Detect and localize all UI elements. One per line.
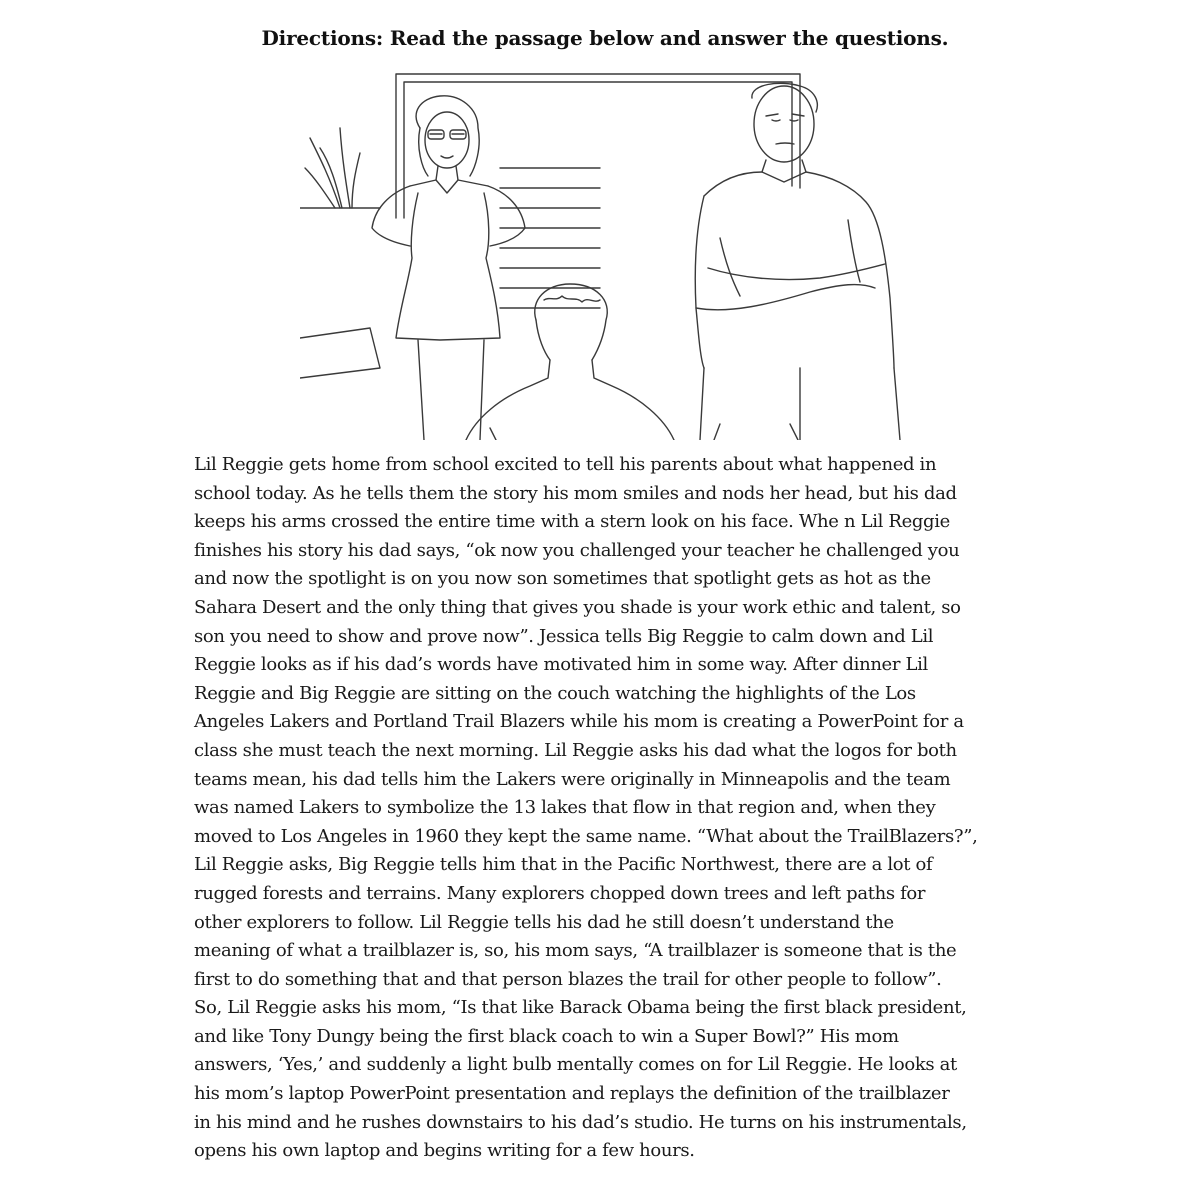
passage-line: and like Tony Dungy being the first black coach to win a Super Bowl?” His mom <box>194 1025 899 1047</box>
passage-line: first to do something that and that person blazes the trail for other people to follow”. <box>194 968 942 990</box>
passage-line: answers, ‘Yes,’ and suddenly a light bulb mentally comes on for Lil Reggie. He looks at <box>194 1054 957 1076</box>
line-art-icon <box>300 68 910 440</box>
passage-line: So, Lil Reggie asks his mom, “Is that like Barack Obama being the first black president, <box>194 997 967 1019</box>
passage-line: Lil Reggie asks, Big Reggie tells him that in the Pacific Northwest, there are a lot of <box>194 854 933 876</box>
passage-line: was named Lakers to symbolize the 13 lakes that flow in that region and, when they <box>194 797 936 819</box>
passage-line: Reggie and Big Reggie are sitting on the couch watching the highlights of the Los <box>194 682 916 704</box>
passage-line: meaning of what a trailblazer is, so, his mom says, “A trailblazer is someone that is the <box>194 940 957 962</box>
passage-line: keeps his arms crossed the entire time with a stern look on his face. Whe n Lil Reggie <box>194 511 950 533</box>
passage-line: moved to Los Angeles in 1960 they kept the same name. “What about the TrailBlazers?”, <box>194 825 978 847</box>
directions-heading: Directions: Read the passage below and answer the questions. <box>261 26 949 50</box>
passage-line: in his mind and he rushes downstairs to his dad’s studio. He turns on his instrumentals, <box>194 1111 967 1133</box>
passage-line: Angeles Lakers and Portland Trail Blazers while his mom is creating a PowerPoint for a <box>194 711 964 733</box>
parents-and-son-illustration <box>300 68 910 440</box>
passage-line: Lil Reggie gets home from school excited to tell his parents about what happened in <box>194 454 937 475</box>
passage-line: and now the spotlight is on you now son sometimes that spotlight gets as hot as the <box>194 568 931 590</box>
passage-line: finishes his story his dad says, “ok now you challenged your teacher he challenged you <box>194 539 960 561</box>
passage-line: other explorers to follow. Lil Reggie tells his dad he still doesn’t understand the <box>194 911 894 933</box>
passage-line: Sahara Desert and the only thing that gives you shade is your work ethic and talent, so <box>194 596 961 618</box>
passage-line: Reggie looks as if his dad’s words have motivated him in some way. After dinner Lil <box>194 654 928 676</box>
passage-line: teams mean, his dad tells him the Lakers were originally in Minneapolis and the team <box>194 768 951 790</box>
reading-passage <box>194 451 1024 1166</box>
passage-line: opens his own laptop and begins writing for a few hours. <box>194 1140 695 1162</box>
passage-line: son you need to show and prove now”. Jessica tells Big Reggie to calm down and Lil <box>194 625 934 647</box>
passage-line: rugged forests and terrains. Many explorers chopped down trees and left paths for <box>194 882 926 904</box>
passage-line: his mom’s laptop PowerPoint presentation and replays the definition of the trailblazer <box>194 1083 950 1105</box>
passage-line: school today. As he tells them the story his mom smiles and nods her head, but his dad <box>194 482 957 504</box>
passage-line: class she must teach the next morning. Lil Reggie asks his dad what the logos for both <box>194 739 957 761</box>
